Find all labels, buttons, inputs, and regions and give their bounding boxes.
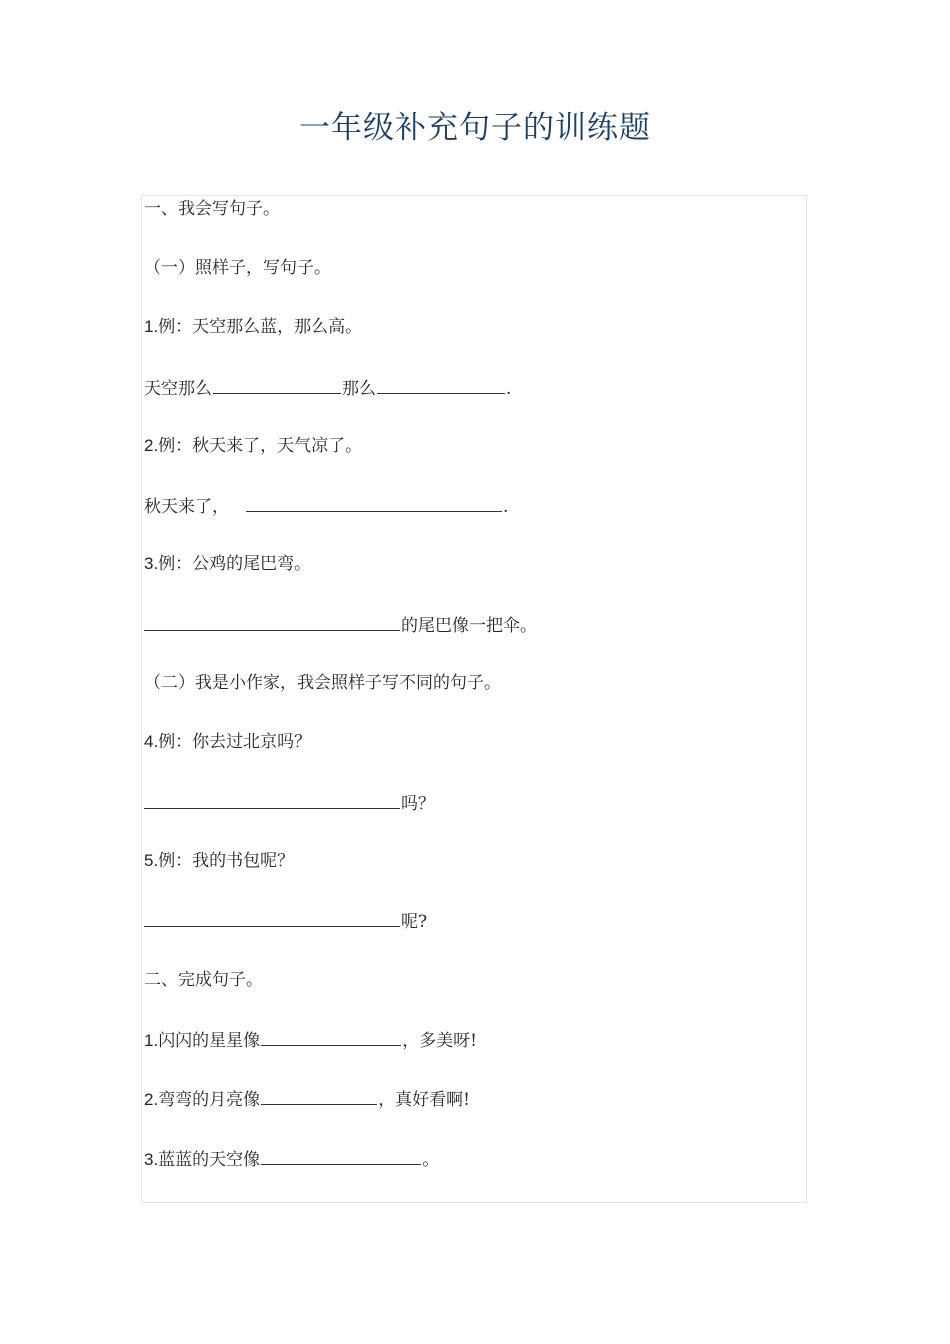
prompt-text: 那么 [342, 379, 376, 399]
prompt-text: 天空那么 [144, 379, 212, 399]
question-4-example [144, 729, 311, 755]
question-number: 3. [144, 554, 159, 573]
question-number: 2. [144, 436, 159, 455]
answer-blank[interactable] [246, 492, 502, 512]
question-text: 例：你去过北京吗？ [158, 732, 312, 752]
answer-blank[interactable] [213, 374, 341, 394]
section-heading-2: 二、完成句子。 [144, 970, 263, 990]
question-text: 例：天空那么蓝，那么高。 [158, 317, 363, 337]
question-3-example [144, 551, 311, 577]
question-text: 例：秋天来了，天气凉了。 [158, 436, 363, 456]
question-text: 例：我的书包呢？ [158, 851, 295, 871]
answer-blank[interactable] [144, 907, 400, 927]
completion-question-2 [144, 1085, 470, 1111]
prompt-text: . [503, 497, 509, 517]
answer-blank[interactable] [261, 1145, 421, 1165]
prompt-text: 。 [422, 1150, 440, 1170]
prompt-text: 蓝蓝的天空像 [158, 1150, 261, 1170]
page-title: 一年级补充句子的训练题 [299, 110, 651, 146]
question-number: 5. [144, 851, 159, 870]
question-4-answer [144, 789, 435, 815]
answer-blank[interactable] [377, 374, 505, 394]
prompt-text: 呢? [401, 912, 428, 932]
question-number: 4. [144, 732, 159, 751]
question-number: 1. [144, 1031, 159, 1050]
completion-question-1 [144, 1026, 477, 1052]
prompt-text: . [506, 379, 512, 399]
prompt-text: 弯弯的月亮像 [158, 1090, 261, 1110]
question-number: 2. [144, 1090, 159, 1109]
answer-blank[interactable] [144, 789, 400, 809]
question-5-example [144, 848, 294, 874]
prompt-text: ，多美呀! [402, 1031, 478, 1051]
question-5-answer [144, 907, 427, 933]
prompt-text: 的尾巴像一把伞。 [401, 616, 537, 636]
answer-blank[interactable] [261, 1085, 377, 1105]
answer-blank[interactable] [261, 1026, 401, 1046]
question-1-example [144, 314, 362, 340]
section-heading-1: 一、我会写句子。 [144, 199, 280, 219]
prompt-text: 闪闪的星星像 [158, 1031, 261, 1051]
prompt-text: 秋天来了， [144, 497, 229, 517]
completion-question-3 [144, 1145, 439, 1171]
question-3-answer [144, 611, 537, 637]
question-number: 3. [144, 1150, 159, 1169]
prompt-text: ，真好看啊! [378, 1090, 471, 1110]
question-number: 1. [144, 317, 159, 336]
question-2-example [144, 433, 362, 459]
question-1-answer [144, 374, 511, 400]
prompt-text: 吗？ [401, 794, 435, 814]
question-2-answer [144, 492, 508, 518]
subsection-heading-2: （二）我是小作家，我会照样子写不同的句子。 [144, 673, 501, 693]
subsection-heading-1: （一）照样子，写句子。 [144, 258, 331, 278]
question-text: 例：公鸡的尾巴弯。 [158, 554, 312, 574]
answer-blank[interactable] [144, 611, 400, 631]
